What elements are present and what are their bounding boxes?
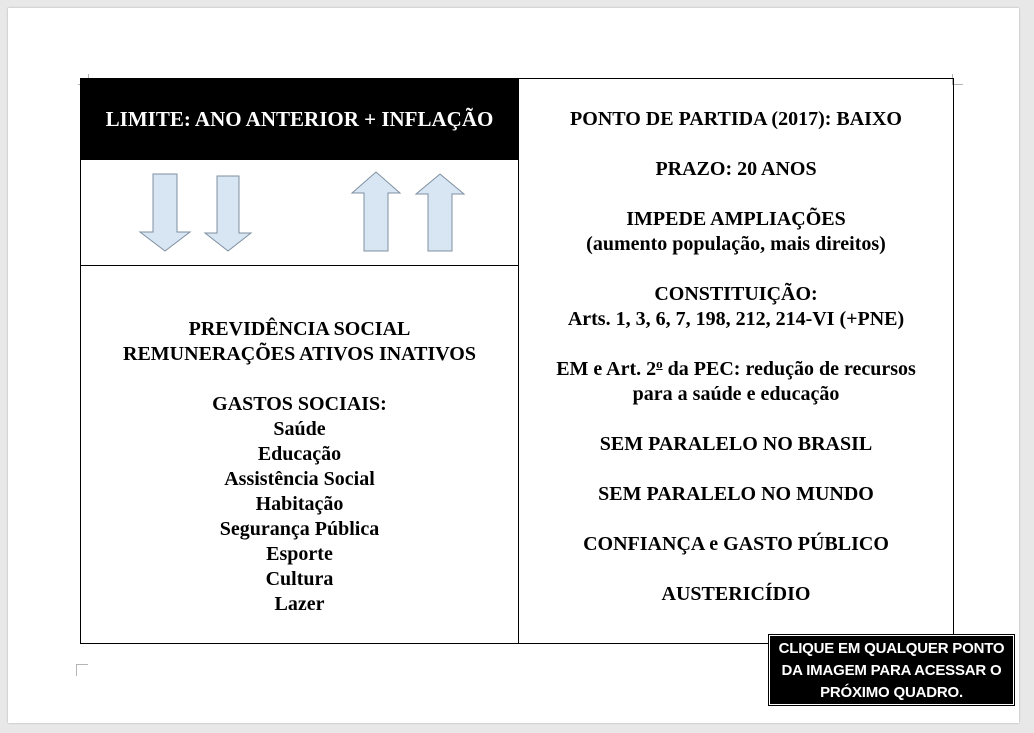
list-item: Cultura	[265, 568, 334, 590]
arrow-down-icon	[138, 173, 192, 253]
gastos-sociais-title: GASTOS SOCIAIS:	[212, 393, 387, 415]
next-slide-button[interactable]	[769, 635, 1014, 705]
constituicao-title: CONSTITUIÇÃO:	[654, 283, 818, 305]
arrow-up-icon	[414, 173, 466, 253]
impede-block	[519, 207, 953, 257]
remuneracoes-line: REMUNERAÇÕES ATIVOS INATIVOS	[123, 343, 476, 365]
sem-paralelo-mundo: SEM PARALELO NO MUNDO	[598, 483, 874, 505]
impede-title: IMPEDE AMPLIAÇÕES	[626, 208, 846, 230]
arrow-up-icon	[350, 171, 402, 253]
confianca-gasto: CONFIANÇA e GASTO PÚBLICO	[583, 533, 889, 555]
ponto-de-partida: PONTO DE PARTIDA (2017): BAIXO	[570, 108, 902, 130]
note-line: PRÓXIMO QUADRO.	[820, 684, 963, 701]
list-item: Assistência Social	[224, 468, 375, 490]
impede-subtitle: (aumento população, mais direitos)	[586, 233, 886, 255]
arrow-down-icon	[203, 175, 253, 253]
em-pec-line2: para a saúde e educação	[632, 383, 840, 405]
list-item: Esporte	[266, 543, 333, 565]
crop-mark-bottom-left	[76, 664, 88, 676]
right-text-block	[519, 107, 953, 632]
list-item: Lazer	[274, 593, 325, 615]
em-pec-block	[519, 357, 953, 407]
em-pec-suffix: da PEC: redução de recursos	[662, 358, 916, 380]
ordinal-superscript: o	[656, 356, 663, 371]
constituicao-arts: Arts. 1, 3, 6, 7, 198, 212, 214-VI (+PNE)	[567, 308, 905, 330]
constituicao-block	[519, 282, 953, 332]
limit-header	[81, 79, 518, 160]
note-line: CLIQUE EM QUALQUER PONTO	[778, 640, 1005, 657]
limit-header-label: LIMITE: ANO ANTERIOR + INFLAÇÃO	[105, 107, 494, 131]
previdencia-line: PREVIDÊNCIA SOCIAL	[188, 318, 411, 340]
slide-table[interactable]	[80, 78, 954, 644]
row-divider	[81, 265, 518, 266]
austericidio: AUSTERICÍDIO	[661, 583, 811, 605]
list-item: Habitação	[255, 493, 344, 515]
list-item: Saúde	[273, 418, 326, 440]
prazo: PRAZO: 20 ANOS	[655, 158, 817, 180]
list-item: Segurança Pública	[219, 518, 380, 540]
note-line: DA IMAGEM PARA ACESSAR O	[781, 662, 1002, 679]
sem-paralelo-brasil: SEM PARALELO NO BRASIL	[599, 433, 873, 455]
left-text-block	[81, 317, 518, 617]
list-item: Educação	[257, 443, 342, 465]
em-pec-prefix: EM e Art. 2	[556, 358, 657, 380]
em-pec-line	[519, 357, 953, 382]
